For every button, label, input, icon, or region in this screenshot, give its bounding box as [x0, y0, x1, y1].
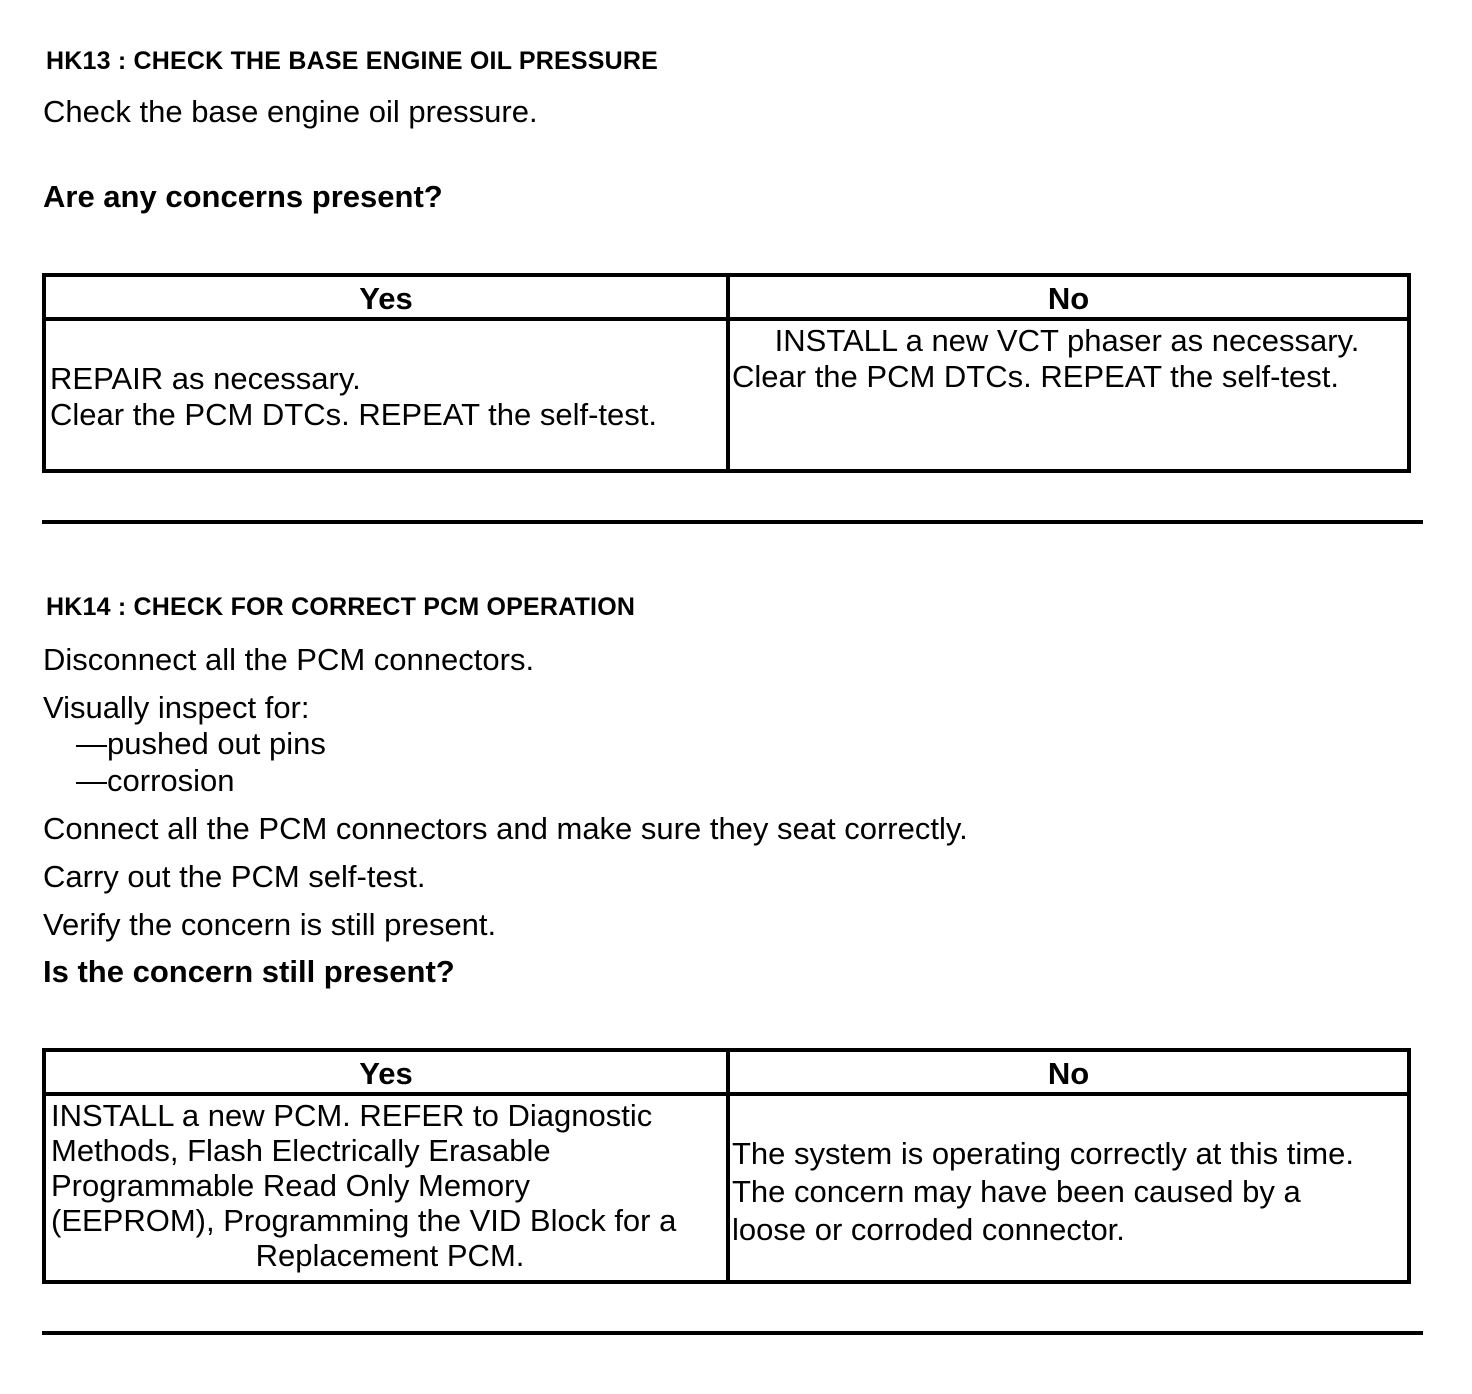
no-cell — [732, 323, 1402, 395]
section-divider — [42, 520, 1423, 524]
decision-table-hk13 — [42, 273, 1411, 473]
no-line: Clear the PCM DTCs. REPEAT the self-test. — [732, 359, 1339, 394]
yes-line: Programmable Read Only Memory — [51, 1168, 530, 1203]
decision-table-hk14 — [42, 1048, 1411, 1284]
yes-header: Yes — [359, 281, 413, 316]
no-header: No — [1047, 281, 1090, 316]
question-text: Are any concerns present? — [43, 179, 443, 214]
section-title-hk14: HK14 : CHECK FOR CORRECT PCM OPERATION — [46, 593, 636, 621]
yes-line: Methods, Flash Electrically Erasable — [51, 1133, 551, 1168]
yes-cell — [51, 1098, 729, 1273]
bullet-item: —pushed out pins — [76, 726, 326, 761]
yes-header: Yes — [359, 1056, 413, 1091]
no-header: No — [1047, 1056, 1090, 1091]
no-cell — [732, 1135, 1408, 1249]
section-title-hk13: HK13 : CHECK THE BASE ENGINE OIL PRESSURE — [46, 47, 659, 75]
instruction-text: Check the base engine oil pressure. — [43, 94, 538, 129]
step-text: Connect all the PCM connectors and make sure they seat correctly. — [43, 811, 968, 846]
no-line: loose or corroded connector. — [732, 1212, 1125, 1247]
yes-line: REPAIR as necessary. — [50, 361, 361, 396]
step-text: Disconnect all the PCM connectors. — [43, 642, 535, 677]
no-line: INSTALL a new VCT phaser as necessary. — [774, 323, 1360, 358]
no-line: The system is operating correctly at this time. — [732, 1136, 1354, 1171]
yes-line: INSTALL a new PCM. REFER to Diagnostic — [51, 1098, 653, 1133]
yes-line: Clear the PCM DTCs. REPEAT the self-test. — [50, 397, 657, 432]
yes-line: (EEPROM), Programming the VID Block for a — [51, 1203, 677, 1238]
step-text: Visually inspect for: — [43, 690, 310, 725]
yes-line: Replacement PCM. — [255, 1238, 525, 1273]
question-text: Is the concern still present? — [43, 954, 455, 989]
bullet-item: —corrosion — [76, 763, 235, 798]
step-text: Verify the concern is still present. — [43, 907, 497, 942]
step-text: Carry out the PCM self-test. — [43, 859, 426, 894]
yes-cell — [50, 361, 724, 433]
no-line: The concern may have been caused by a — [732, 1174, 1301, 1209]
section-divider — [42, 1331, 1423, 1335]
